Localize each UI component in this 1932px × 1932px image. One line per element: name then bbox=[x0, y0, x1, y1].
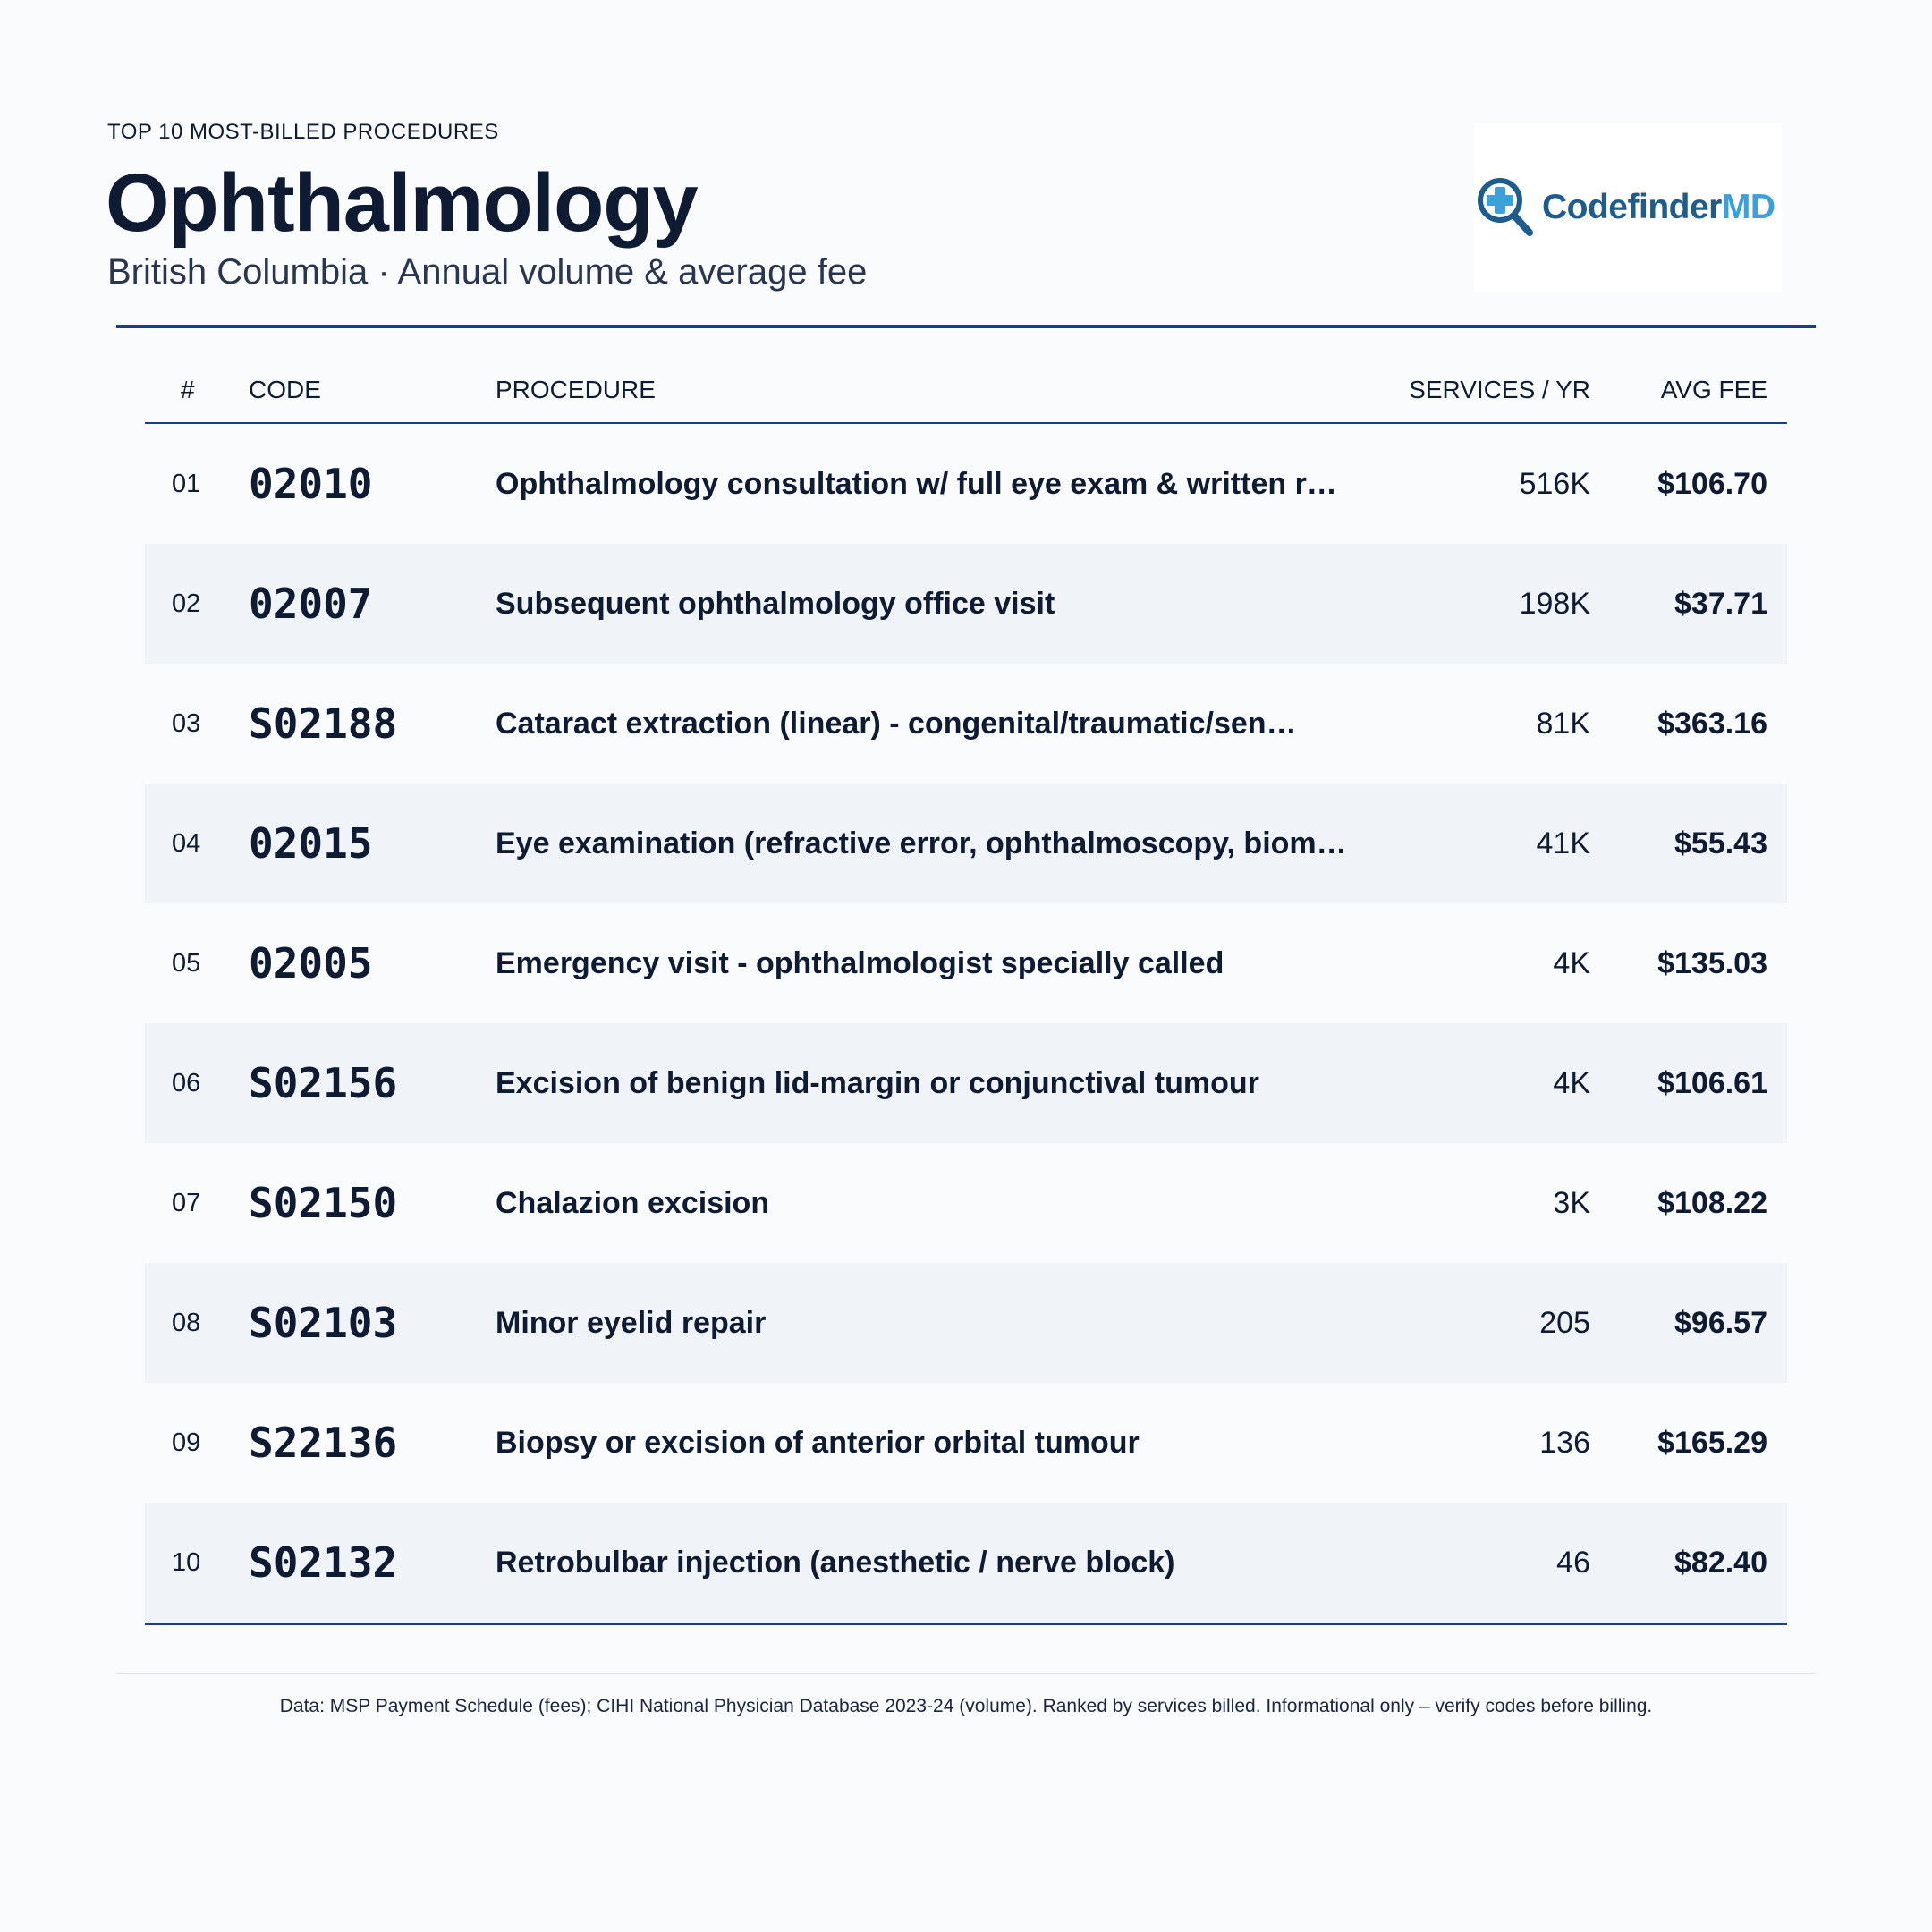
row-code: 02015 bbox=[249, 819, 373, 868]
row-procedure: Excision of benign lid-margin or conjunctival tumour bbox=[496, 1066, 1259, 1100]
row-services: 4K bbox=[1553, 946, 1590, 980]
row-rank: 08 bbox=[172, 1309, 201, 1337]
brand-logo bbox=[1474, 123, 1782, 292]
row-procedure: Cataract extraction (linear) - congenital/traumatic/sen… bbox=[496, 707, 1297, 741]
row-fee: $363.16 bbox=[1657, 707, 1767, 741]
row-fee: $82.40 bbox=[1674, 1546, 1767, 1580]
row-rank: 01 bbox=[172, 470, 201, 498]
row-services: 198K bbox=[1519, 587, 1590, 621]
row-rank: 10 bbox=[172, 1548, 201, 1577]
row-code: S02132 bbox=[249, 1538, 398, 1587]
row-procedure: Minor eyelid repair bbox=[496, 1306, 767, 1340]
table-row bbox=[145, 1143, 1787, 1263]
column-header-procedure: PROCEDURE bbox=[496, 376, 656, 403]
row-services: 136 bbox=[1539, 1426, 1590, 1460]
magnifier-plus-icon bbox=[1476, 176, 1535, 239]
row-procedure: Emergency visit - ophthalmologist specially called bbox=[496, 946, 1224, 980]
column-header-code: CODE bbox=[249, 376, 321, 403]
row-code: 02007 bbox=[249, 580, 373, 628]
table-row bbox=[145, 664, 1787, 784]
brand-wordmark-secondary: MD bbox=[1721, 188, 1775, 226]
row-procedure: Subsequent ophthalmology office visit bbox=[496, 587, 1055, 621]
source-footnote: Data: MSP Payment Schedule (fees); CIHI National Physician Database 2023-24 (volume). Ranked by services billed. Informational only – verify codes before billing. bbox=[279, 1696, 1653, 1716]
brand-wordmark-primary: Codefinder bbox=[1542, 188, 1722, 226]
table-row bbox=[145, 424, 1787, 544]
footer-divider bbox=[116, 1673, 1816, 1674]
row-services: 41K bbox=[1536, 826, 1590, 860]
row-rank: 07 bbox=[172, 1189, 201, 1217]
table-row bbox=[145, 784, 1787, 903]
row-fee: $106.70 bbox=[1657, 467, 1767, 501]
row-rank: 06 bbox=[172, 1069, 201, 1097]
row-fee: $165.29 bbox=[1657, 1426, 1767, 1460]
row-code: 02010 bbox=[249, 460, 373, 508]
row-rank: 04 bbox=[172, 829, 201, 858]
table-bottom-divider bbox=[145, 1623, 1787, 1625]
page-title: Ophthalmology bbox=[106, 157, 698, 249]
table-row bbox=[145, 1263, 1787, 1383]
procedures-table bbox=[145, 352, 1787, 1625]
row-services: 205 bbox=[1539, 1306, 1590, 1340]
row-code: S02156 bbox=[249, 1059, 398, 1107]
row-code: S02103 bbox=[249, 1299, 398, 1347]
row-code: S02188 bbox=[249, 699, 398, 748]
column-header-rank: # bbox=[181, 376, 195, 403]
row-services: 46 bbox=[1556, 1546, 1590, 1580]
row-fee: $96.57 bbox=[1674, 1306, 1767, 1340]
page-kicker: TOP 10 MOST-BILLED PROCEDURES bbox=[107, 120, 499, 144]
table-row bbox=[145, 1023, 1787, 1143]
row-fee: $55.43 bbox=[1674, 826, 1767, 860]
row-procedure: Retrobulbar injection (anesthetic / nerve block) bbox=[496, 1546, 1175, 1580]
row-fee: $106.61 bbox=[1657, 1066, 1767, 1100]
row-code: S22136 bbox=[249, 1419, 398, 1467]
column-header-fee: AVG FEE bbox=[1660, 376, 1767, 403]
row-procedure: Eye examination (refractive error, ophthalmoscopy, biom… bbox=[496, 826, 1347, 860]
row-rank: 02 bbox=[172, 589, 201, 618]
row-fee: $135.03 bbox=[1657, 946, 1767, 980]
header-divider bbox=[116, 325, 1816, 328]
table-row bbox=[145, 1383, 1787, 1503]
row-rank: 03 bbox=[172, 709, 201, 738]
row-rank: 09 bbox=[172, 1428, 201, 1457]
table-header bbox=[145, 352, 1787, 424]
row-fee: $108.22 bbox=[1657, 1186, 1767, 1220]
brand-wordmark bbox=[1542, 188, 1775, 227]
row-code: S02150 bbox=[249, 1179, 398, 1227]
row-services: 4K bbox=[1553, 1066, 1590, 1100]
row-procedure: Ophthalmology consultation w/ full eye exam & written r… bbox=[496, 467, 1337, 501]
table-row bbox=[145, 903, 1787, 1023]
table-row bbox=[145, 544, 1787, 664]
row-fee: $37.71 bbox=[1674, 587, 1767, 621]
row-services: 3K bbox=[1553, 1186, 1590, 1220]
column-header-services: SERVICES / YR bbox=[1409, 376, 1590, 403]
row-procedure: Chalazion excision bbox=[496, 1186, 770, 1220]
row-code: 02005 bbox=[249, 939, 373, 987]
row-services: 516K bbox=[1519, 467, 1590, 501]
table-row bbox=[145, 1503, 1787, 1623]
row-rank: 05 bbox=[172, 949, 201, 978]
page-subtitle: British Columbia · Annual volume & average fee bbox=[107, 252, 868, 292]
row-procedure: Biopsy or excision of anterior orbital tumour bbox=[496, 1426, 1140, 1460]
row-services: 81K bbox=[1536, 707, 1590, 741]
